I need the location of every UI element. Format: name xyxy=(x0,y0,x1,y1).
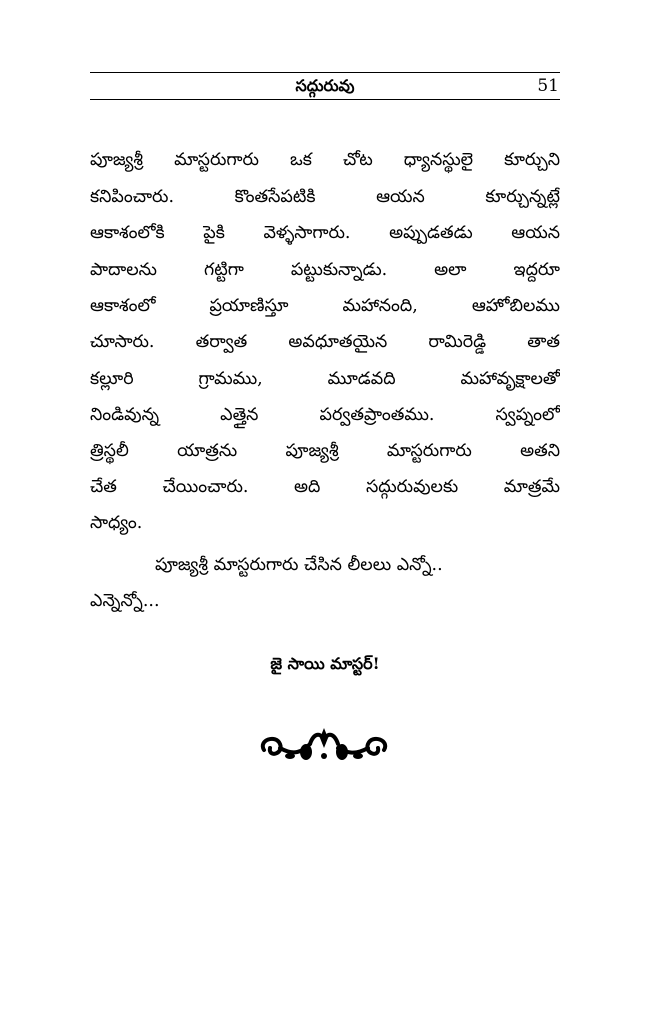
running-title: సద్గురువు xyxy=(295,76,355,95)
text-line: పూజ్యశ్రీ మాస్టరుగారు ఒక చోట ధ్యానస్థులై కూర్చుని xyxy=(90,150,560,170)
page-number: 51 xyxy=(537,76,559,96)
header-top-rule xyxy=(90,72,560,73)
header-bottom-rule xyxy=(90,99,560,100)
text-line: పూజ్యశ్రీ మాస్టరుగారు చేసిన లీలలు ఎన్నో.. xyxy=(155,555,443,575)
text-line: ఆకాశంలోకి పైకి వెళ్ళసాగారు. అప్పుడతడు ఆయన xyxy=(90,223,560,243)
text-line: ఆకాశంలో ప్రయాణిస్తూ మహానంది, ఆహోబిలము xyxy=(90,296,560,316)
text-line: త్రిస్థలీ యాత్రను పూజ్యశ్రీ మాస్టరుగారు అతని xyxy=(90,441,560,461)
closing-salutation: జై సాయి మాస్టర్! xyxy=(270,654,380,673)
text-line: సాధ్యం. xyxy=(90,513,143,533)
text-line: పాదాలను గట్టిగా పట్టుకున్నాడు. అలా ఇద్దరూ xyxy=(90,260,560,280)
text-line: కనిపించారు. కొంతసేపటికి ఆయన కూర్చున్నట్లే xyxy=(90,187,560,207)
text-line: కల్లూరి గ్రామము, మూడవది మహావృక్షాలతో xyxy=(90,369,560,389)
text-line: ఎన్నెన్నో... xyxy=(90,591,160,611)
text-line: చూసారు. తర్వాత అవధూతయైన రామిరెడ్డి తాత xyxy=(90,332,560,352)
text-line: నిండివున్న ఎత్తైన పర్వతప్రాంతము. స్వప్నంలో xyxy=(90,405,560,425)
decorative-flourish-icon xyxy=(254,722,394,772)
text-line: చేత చేయించారు. అది సద్గురువులకు మాత్రమే xyxy=(90,477,560,497)
